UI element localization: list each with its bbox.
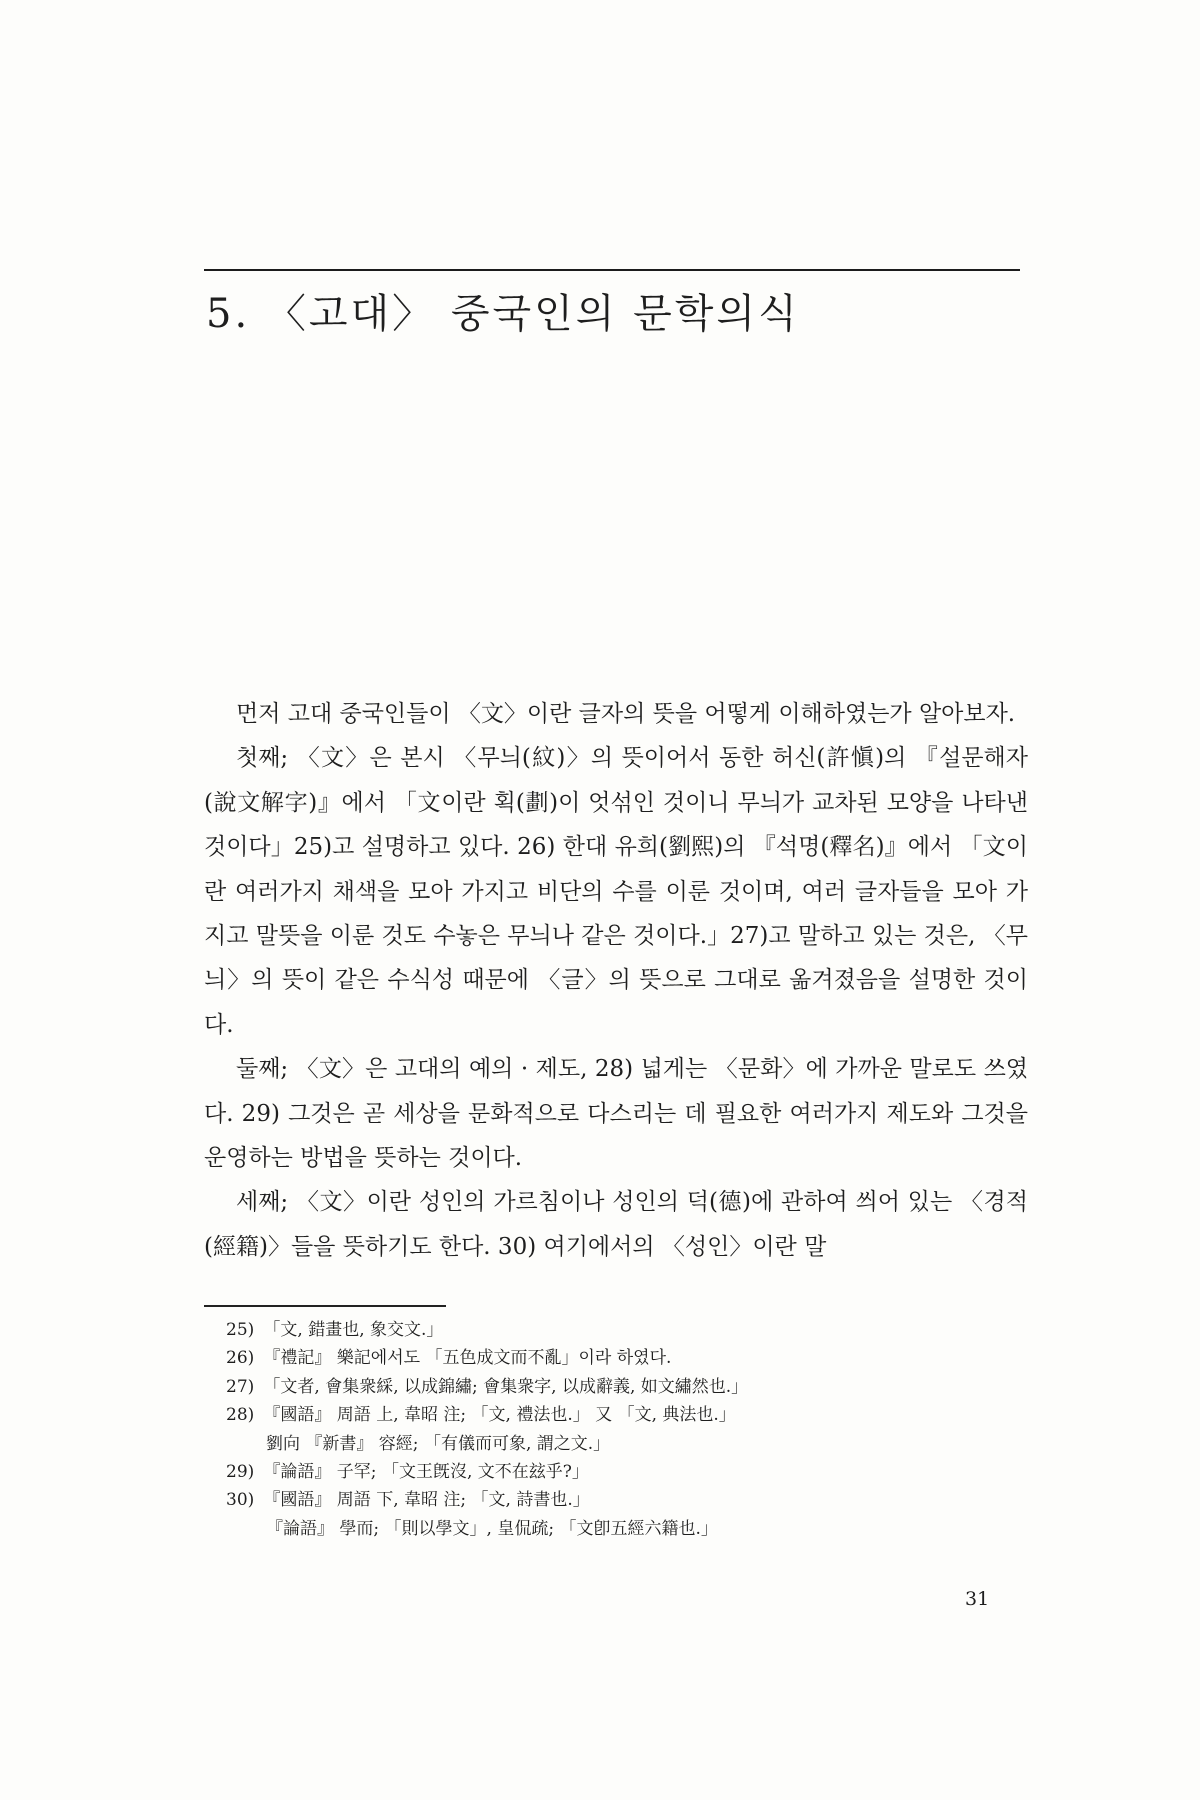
footnote-number: 27) bbox=[226, 1376, 255, 1397]
footnote-number: 25) bbox=[226, 1320, 255, 1340]
footnotes bbox=[226, 1316, 1016, 1543]
footnote bbox=[226, 1486, 1016, 1543]
footnote-text: 『國語』 周語 下, 韋昭 注; 「文, 詩書也.」 bbox=[263, 1490, 590, 1511]
footnote-number: 26) bbox=[226, 1348, 255, 1369]
title-rule bbox=[204, 269, 1020, 271]
footnote-text: 「文, 錯畫也, 象交文.」 bbox=[263, 1320, 444, 1340]
footnote bbox=[226, 1401, 1016, 1458]
footnote bbox=[226, 1344, 1016, 1372]
footnote-continuation: 劉向 『新書』 容經; 「有儀而可象, 謂之文.」 bbox=[266, 1433, 611, 1454]
footnote-text: 『論語』 子罕; 「文王旣沒, 文不在玆乎?」 bbox=[263, 1462, 589, 1483]
body-text bbox=[204, 692, 1028, 1269]
footnote-number: 28) bbox=[226, 1405, 255, 1426]
footnote-number: 29) bbox=[226, 1462, 255, 1483]
paragraph: 먼저 고대 중국인들이 〈文〉이란 글자의 뜻을 어떻게 이해하였는가 알아보자. bbox=[236, 701, 1016, 727]
footnote-text: 「文者, 會集衆綵, 以成錦繡; 會集衆字, 以成辭義, 如文繡然也.」 bbox=[263, 1376, 749, 1397]
paragraph: 첫째; 〈文〉은 본시 〈무늬(紋)〉의 뜻이어서 동한 허신(許愼)의 『설문해자(說文解字)』에서 「文이란 획(劃)이 엇섞인 것이니 무늬가 교차된 모양을 나타낸 것이다」25)고 설명하고 있다. 26) 한대 유희(劉熙)의 『석명(釋名)』에서 「文이란 여러가지 채색을 모아 가지고 비단의 수를 이룬 것이며, 여러 글자들을 모아 가지고 말뜻을 이룬 것도 수놓은 무늬나 같은 것이다.」27)고 말하고 있는 것은, 〈무늬〉의 뜻이 같은 수식성 때문에 〈글〉의 뜻으로 그대로 옮겨졌음을 설명한 것이다. bbox=[204, 745, 1028, 1038]
paragraph: 둘째; 〈文〉은 고대의 예의 · 제도, 28) 넓게는 〈문화〉에 가까운 말로도 쓰였다. 29) 그것은 곧 세상을 문화적으로 다스리는 데 필요한 여러가지 제도와 그것을 운영하는 방법을 뜻하는 것이다. bbox=[204, 1056, 1028, 1172]
chapter-title: 5. 〈고대〉 중국인의 문학의식 bbox=[206, 291, 800, 337]
footnote bbox=[226, 1316, 1016, 1344]
paragraph: 세째; 〈文〉이란 성인의 가르침이나 성인의 덕(德)에 관하여 씌어 있는 〈경적(經籍)〉들을 뜻하기도 한다. 30) 여기에서의 〈성인〉이란 말 bbox=[204, 1189, 1028, 1260]
footnote-text: 『國語』 周語 上, 韋昭 注; 「文, 禮法也.」 又 「文, 典法也.」 bbox=[263, 1405, 736, 1426]
footnote-number: 30) bbox=[226, 1490, 255, 1511]
footnote-text: 『禮記』 樂記에서도 「五色成文而不亂」이라 하였다. bbox=[263, 1348, 672, 1369]
page-number: 31 bbox=[965, 1588, 990, 1610]
footnote bbox=[226, 1458, 1016, 1486]
footnote-rule bbox=[204, 1305, 446, 1307]
footnote-continuation: 『論語』 學而; 「則以學文」, 皇侃疏; 「文卽五經六籍也.」 bbox=[266, 1518, 718, 1539]
footnote bbox=[226, 1373, 1016, 1401]
